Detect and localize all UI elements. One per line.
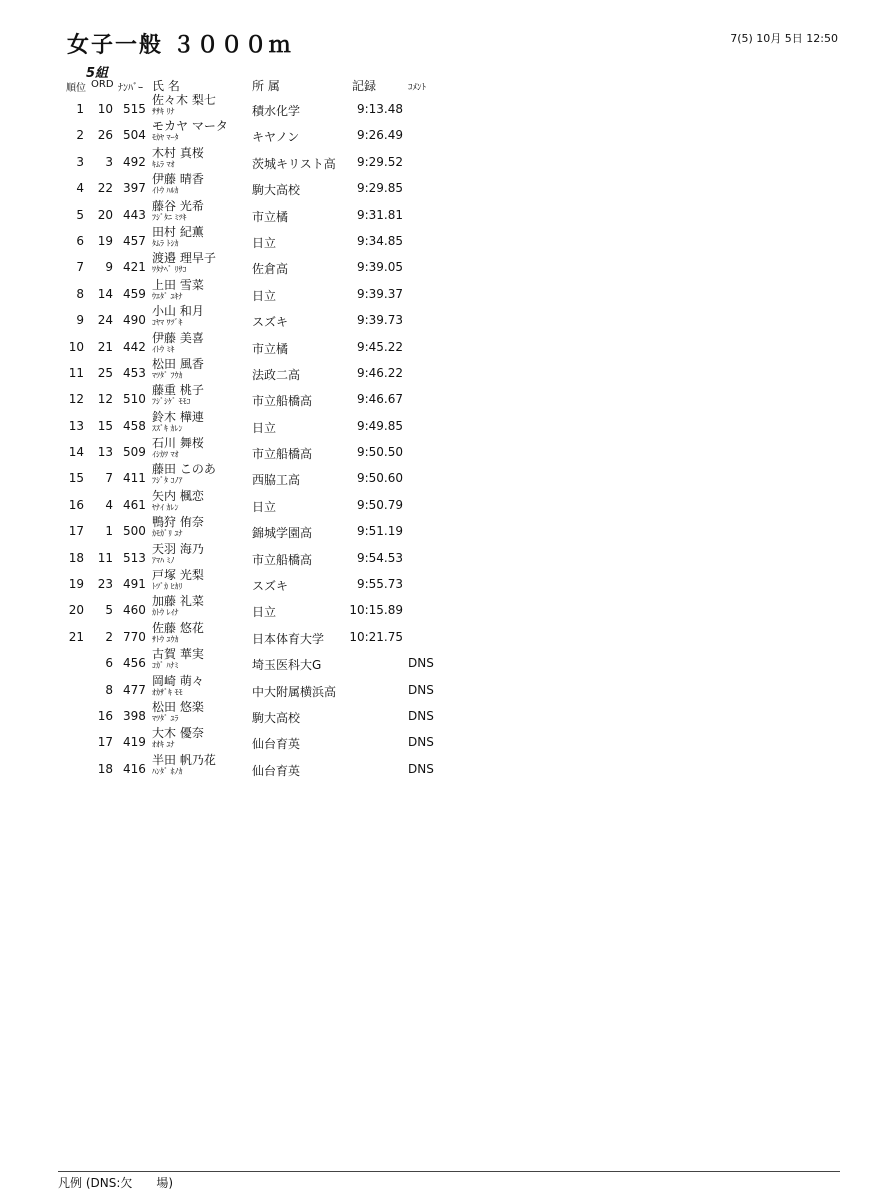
athlete-name-kana: ﾊﾝﾀﾞ ﾎﾉｶ	[152, 766, 183, 776]
athlete-name: 古賀 華実	[152, 647, 204, 662]
result-bib-number: 421	[123, 260, 146, 275]
athlete-name: 佐々木 梨七	[152, 93, 216, 107]
result-bib-number: 453	[123, 365, 146, 380]
table-row	[0, 305, 870, 331]
table-row	[0, 754, 870, 780]
result-order: 17	[97, 735, 113, 750]
athlete-name-kana: ｶﾓｶﾞﾘ ﾕﾅ	[152, 529, 183, 539]
result-bib-number: 461	[123, 497, 146, 512]
athlete-name-kana: ｵｶｻﾞｷ ﾓﾓ	[152, 687, 183, 697]
result-bib-number: 509	[123, 445, 146, 460]
result-rank: 20	[68, 603, 84, 618]
result-rank: 13	[68, 418, 84, 433]
athlete-name: 松田 悠楽	[152, 699, 204, 714]
result-rank: 1	[76, 102, 84, 116]
athlete-name: 藤谷 光希	[152, 198, 204, 213]
result-order: 25	[97, 365, 113, 380]
athlete-name-kana: ｻﾄｳ ﾕｳｶ	[152, 634, 179, 644]
athlete-name: 石川 舞桜	[152, 436, 204, 451]
athlete-affiliation: 日立	[252, 235, 277, 250]
result-bib-number: 456	[123, 656, 146, 671]
result-bib-number: 460	[123, 603, 146, 618]
result-record: 9:45.22	[356, 339, 403, 354]
athlete-name: 大木 優奈	[152, 726, 204, 741]
result-comment: DNS	[408, 761, 434, 776]
table-row	[0, 701, 870, 727]
athlete-name-kana: ﾏﾂﾀﾞ ﾌｳｶ	[152, 370, 183, 380]
result-comment: DNS	[408, 735, 434, 750]
result-record: 9:26.49	[356, 128, 403, 143]
column-header-ord: ORD	[91, 79, 114, 90]
result-rank: 3	[76, 154, 84, 169]
column-header-affiliation: 所 属	[252, 79, 280, 93]
table-row	[0, 516, 870, 542]
result-order: 14	[97, 286, 113, 301]
result-record: 9:50.79	[356, 497, 403, 512]
table-row	[0, 569, 870, 595]
result-comment: DNS	[408, 708, 434, 723]
column-header-name: 氏 名	[152, 79, 180, 93]
result-record: 9:34.85	[356, 233, 403, 248]
result-order: 21	[97, 339, 113, 354]
result-rank: 8	[76, 286, 84, 301]
athlete-name-kana: ｲｼｶﾜ ﾏｵ	[152, 450, 179, 460]
result-rank: 7	[76, 260, 84, 275]
athlete-name: 天羽 海乃	[152, 541, 204, 556]
table-row	[0, 727, 870, 753]
table-row	[0, 622, 870, 648]
result-order: 16	[97, 708, 113, 723]
result-rank: 12	[68, 392, 84, 407]
result-rank: 5	[76, 207, 84, 222]
athlete-affiliation: 埼玉医科大G	[252, 658, 322, 673]
athlete-affiliation: 仙台育英	[252, 737, 301, 752]
result-comment: DNS	[408, 656, 434, 671]
result-bib-number: 458	[123, 418, 146, 433]
athlete-name: 渡邉 理早子	[152, 251, 216, 266]
athlete-name-kana: ﾌｼﾞﾀﾆ ﾐﾂｷ	[152, 212, 187, 222]
result-rank: 15	[68, 471, 84, 486]
result-bib-number: 500	[123, 524, 146, 539]
result-bib-number: 490	[123, 313, 146, 328]
athlete-affiliation: 市立橘	[252, 209, 289, 224]
athlete-affiliation: スズキ	[252, 315, 289, 330]
result-rank: 19	[68, 577, 84, 592]
table-row	[0, 200, 870, 226]
result-record: 9:39.05	[356, 260, 403, 275]
result-order: 23	[97, 577, 113, 592]
table-row	[0, 120, 870, 146]
athlete-affiliation: 日立	[252, 288, 277, 303]
result-record: 9:13.48	[356, 102, 403, 116]
result-record: 9:54.53	[356, 550, 403, 565]
results-table	[0, 94, 870, 780]
athlete-name-kana: ｲﾄｳ ﾐｷ	[152, 344, 175, 354]
athlete-name-kana: ｺｶﾞ ﾊﾅﾐ	[152, 661, 179, 671]
result-bib-number: 457	[123, 233, 146, 248]
result-rank: 11	[68, 365, 84, 380]
table-row	[0, 147, 870, 173]
result-bib-number: 510	[123, 392, 146, 407]
athlete-name-kana: ｺﾔﾏ ﾜﾂﾞｷ	[152, 318, 183, 328]
result-bib-number: 477	[123, 682, 146, 697]
result-order: 22	[97, 181, 113, 196]
result-order: 11	[97, 550, 113, 565]
athlete-name: 藤田 このあ	[152, 462, 216, 477]
athlete-affiliation: キヤノン	[252, 130, 300, 145]
result-order: 1	[105, 524, 113, 539]
result-record: 9:50.50	[356, 445, 403, 460]
table-row	[0, 490, 870, 516]
result-rank: 14	[68, 445, 84, 460]
result-bib-number: 397	[123, 181, 146, 196]
result-bib-number: 442	[123, 339, 146, 354]
result-order: 2	[105, 629, 113, 644]
result-rank: 17	[68, 524, 84, 539]
result-record: 9:50.60	[356, 471, 403, 486]
result-order: 4	[105, 497, 113, 512]
result-bib-number: 398	[123, 708, 146, 723]
result-record: 9:51.19	[356, 524, 403, 539]
result-order: 20	[97, 207, 113, 222]
athlete-affiliation: 日立	[252, 605, 277, 620]
athlete-name-kana: ﾌｼﾞﾀ ｺﾉｱ	[152, 476, 183, 486]
result-record: 9:46.67	[356, 392, 403, 407]
athlete-affiliation: 市立船橋高	[252, 447, 313, 462]
result-rank: 16	[68, 497, 84, 512]
athlete-affiliation: 市立橘	[252, 341, 289, 356]
result-bib-number: 411	[123, 471, 146, 486]
result-order: 26	[97, 128, 113, 143]
result-order: 7	[105, 471, 113, 486]
athlete-name-kana: ﾏﾂﾀﾞ ﾕﾗ	[152, 713, 179, 723]
column-header-rank: 順位	[66, 83, 86, 94]
athlete-name: 半田 帆乃花	[152, 752, 216, 767]
athlete-name: 戸塚 光梨	[152, 568, 204, 583]
athlete-name: 伊藤 晴香	[152, 172, 204, 187]
athlete-name-kana: ﾜﾀﾅﾍﾞ ﾘｻｺ	[152, 265, 187, 275]
table-row	[0, 226, 870, 252]
result-bib-number: 515	[123, 102, 146, 116]
athlete-name: 鴨狩 侑奈	[152, 515, 204, 530]
athlete-name: 加藤 礼菜	[152, 594, 204, 609]
result-bib-number: 459	[123, 286, 146, 301]
result-order: 19	[97, 233, 113, 248]
athlete-name-kana: ｽｽﾞｷ ｶﾚﾝ	[152, 423, 183, 433]
table-row	[0, 279, 870, 305]
athlete-affiliation: 駒大高校	[252, 183, 301, 198]
athlete-name-kana: ﾓｶﾔ ﾏｰﾀ	[152, 133, 179, 143]
result-order: 24	[97, 313, 113, 328]
result-record: 10:21.75	[349, 629, 403, 644]
athlete-name: 岡崎 萌々	[152, 673, 204, 688]
footer-legend: 凡例 (DNS:欠 場)	[58, 1176, 174, 1190]
athlete-affiliation: 日立	[252, 499, 277, 514]
table-row	[0, 384, 870, 410]
athlete-name-kana: ﾄﾂﾞｶ ﾋｶﾘ	[152, 582, 183, 592]
result-rank: 9	[76, 313, 84, 328]
result-order: 5	[105, 603, 113, 618]
table-row	[0, 358, 870, 384]
athlete-affiliation: 日立	[252, 420, 277, 435]
athlete-name: 松田 風香	[152, 356, 204, 371]
table-row	[0, 332, 870, 358]
result-order: 15	[97, 418, 113, 433]
result-bib-number: 491	[123, 577, 146, 592]
athlete-affiliation: 市立船橋高	[252, 394, 313, 409]
heat-label: 5組	[86, 66, 109, 81]
athlete-name-kana: ｶﾄｳ ﾚｲﾅ	[152, 608, 179, 618]
table-row	[0, 463, 870, 489]
result-rank: 10	[68, 339, 84, 354]
athlete-affiliation: 錦城学園高	[252, 526, 313, 541]
column-header-number: ﾅﾝﾊﾞｰ	[118, 83, 143, 94]
result-rank: 18	[68, 550, 84, 565]
athlete-affiliation: 日本体育大学	[252, 631, 325, 646]
table-row	[0, 543, 870, 569]
athlete-affiliation: 茨城キリスト高	[252, 156, 336, 171]
footer-divider	[58, 1171, 840, 1172]
result-record: 9:31.81	[356, 207, 403, 222]
result-order: 18	[97, 761, 113, 776]
table-row	[0, 595, 870, 621]
result-order: 8	[105, 682, 113, 697]
result-comment: DNS	[408, 682, 434, 697]
athlete-name: 小山 和月	[152, 304, 204, 319]
table-row	[0, 173, 870, 199]
result-record: 9:55.73	[356, 577, 403, 592]
result-order: 9	[105, 260, 113, 275]
table-row	[0, 675, 870, 701]
result-rank: 4	[76, 181, 84, 196]
athlete-name: 鈴木 樺連	[152, 409, 204, 424]
result-rank: 6	[76, 233, 84, 248]
result-record: 9:39.37	[356, 286, 403, 301]
result-order: 12	[97, 392, 113, 407]
event-title: 女子一般 ３０００ｍ	[67, 33, 293, 58]
result-order: 3	[105, 154, 113, 169]
event-datetime: 7(5) 10月 5日 12:50	[730, 32, 838, 45]
athlete-name-kana: ｻｻｷ ﾘﾅ	[152, 107, 175, 116]
athlete-affiliation: 市立船橋高	[252, 552, 313, 567]
result-record: 10:15.89	[349, 603, 403, 618]
result-order: 13	[97, 445, 113, 460]
table-row	[0, 252, 870, 278]
column-header-comment: ｺﾒﾝﾄ	[408, 83, 427, 93]
result-record: 9:39.73	[356, 313, 403, 328]
athlete-affiliation: 積水化学	[252, 104, 301, 118]
result-bib-number: 492	[123, 154, 146, 169]
athlete-affiliation: スズキ	[252, 579, 289, 594]
result-order: 6	[105, 656, 113, 671]
athlete-name-kana: ﾌｼﾞｼｹﾞ ﾓﾓｺ	[152, 397, 191, 407]
athlete-affiliation: 西脇工高	[252, 473, 301, 488]
result-bib-number: 770	[123, 629, 146, 644]
athlete-name: 上田 雪菜	[152, 277, 204, 292]
athlete-affiliation: 佐倉高	[252, 262, 289, 277]
athlete-name-kana: ｱﾏﾊ ﾐﾉ	[152, 555, 175, 565]
athlete-name: 伊藤 美喜	[152, 330, 204, 345]
result-bib-number: 504	[123, 128, 146, 143]
table-row	[0, 411, 870, 437]
athlete-name: 佐藤 悠花	[152, 620, 204, 635]
column-header-record: 記録	[352, 79, 377, 93]
result-bib-number: 419	[123, 735, 146, 750]
athlete-affiliation: 中大附属横浜高	[252, 684, 337, 699]
athlete-name-kana: ｳｴﾀﾞ ﾕｷﾅ	[152, 291, 183, 301]
result-rank: 21	[68, 629, 84, 644]
athlete-name: 藤重 桃子	[152, 383, 204, 398]
athlete-name-kana: ｲﾄｳ ﾊﾙｶ	[152, 186, 179, 196]
athlete-name-kana: ｵｵｷ ﾕﾅ	[152, 740, 175, 750]
result-bib-number: 443	[123, 207, 146, 222]
athlete-name-kana: ﾀﾑﾗ ﾄｼｶ	[152, 238, 179, 248]
table-row	[0, 648, 870, 674]
table-row	[0, 94, 870, 120]
result-bib-number: 416	[123, 761, 146, 776]
result-record: 9:46.22	[356, 365, 403, 380]
result-order: 10	[97, 102, 113, 116]
athlete-name-kana: ﾔﾅｲ ｶﾚﾝ	[152, 502, 179, 512]
result-rank: 2	[76, 128, 84, 143]
table-row	[0, 437, 870, 463]
result-bib-number: 513	[123, 550, 146, 565]
athlete-affiliation: 駒大高校	[252, 710, 301, 725]
athlete-name: 田村 紀薫	[152, 224, 204, 239]
result-record: 9:29.52	[356, 154, 403, 169]
athlete-name: 矢内 楓恋	[152, 488, 204, 503]
result-record: 9:49.85	[356, 418, 403, 433]
athlete-name: モカヤ マータ	[152, 119, 228, 134]
athlete-affiliation: 仙台育英	[252, 763, 301, 778]
athlete-affiliation: 法政二高	[252, 367, 301, 382]
athlete-name-kana: ｷﾑﾗ ﾏｵ	[152, 159, 175, 169]
athlete-name: 木村 真桜	[152, 145, 204, 160]
result-record: 9:29.85	[356, 181, 403, 196]
